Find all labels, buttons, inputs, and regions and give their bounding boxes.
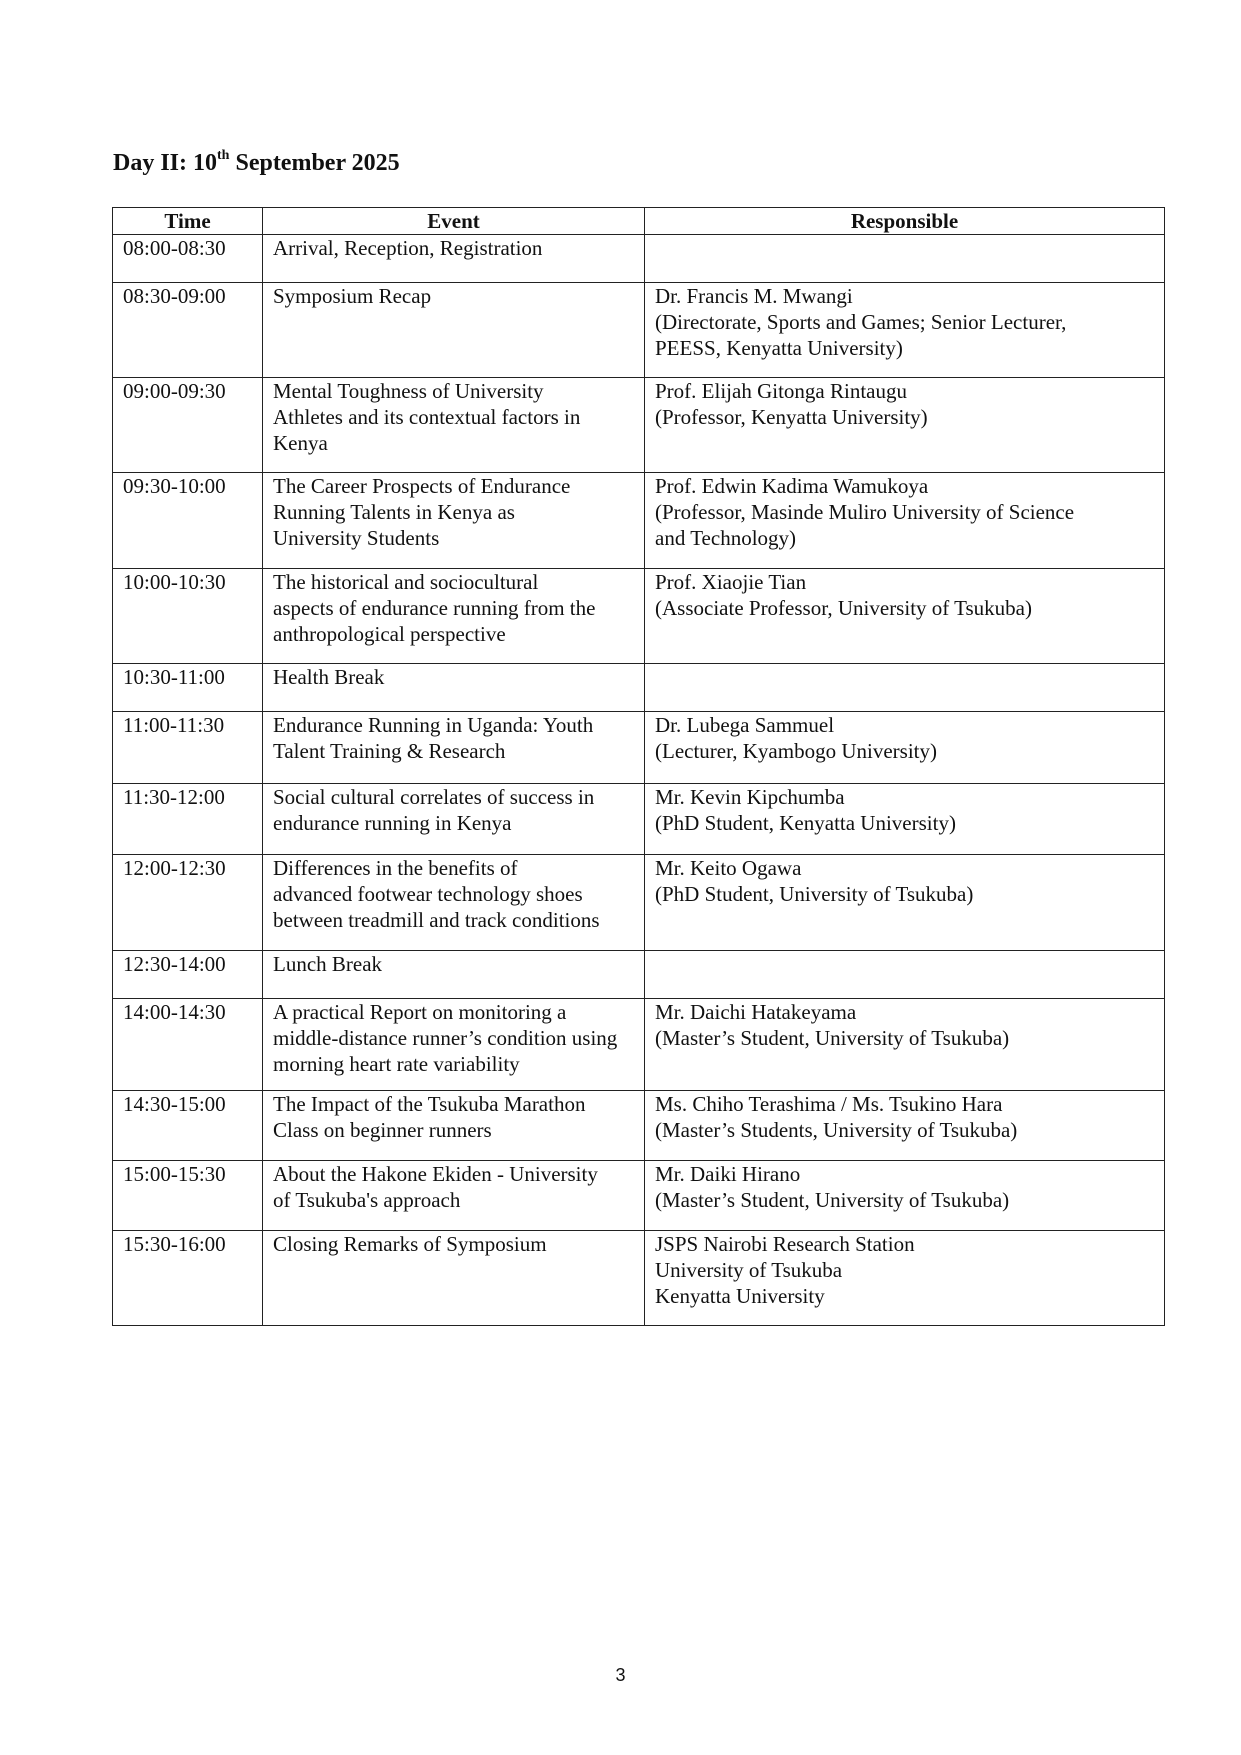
time-text: 15:30-16:00 <box>123 1232 226 1256</box>
time-text: 09:30-10:00 <box>123 474 226 498</box>
event-cell <box>263 378 645 473</box>
event-line: endurance running in Kenya <box>273 811 512 835</box>
time-text: 12:30-14:00 <box>123 952 226 976</box>
event-cell <box>263 1231 645 1326</box>
time-cell <box>113 712 263 784</box>
time-text: 10:00-10:30 <box>123 570 226 594</box>
event-cell <box>263 664 645 712</box>
responsible-cell <box>645 855 1165 951</box>
responsible-line: Mr. Daichi Hatakeyama <box>655 1000 857 1024</box>
event-line: Class on beginner runners <box>273 1118 492 1142</box>
time-cell <box>113 283 263 378</box>
event-line: middle-distance runner’s condition using <box>273 1026 618 1050</box>
event-line: Health Break <box>273 665 385 689</box>
event-line: advanced footwear technology shoes <box>273 882 583 906</box>
header-responsible: Responsible <box>645 208 1165 235</box>
page-heading <box>113 148 400 178</box>
responsible-line: Mr. Daiki Hirano <box>655 1162 801 1186</box>
responsible-line: University of Tsukuba <box>655 1258 843 1282</box>
event-line: Kenya <box>273 431 328 455</box>
time-cell <box>113 1091 263 1161</box>
responsible-line: PEESS, Kenyatta University) <box>655 336 903 360</box>
heading-suffix: September 2025 <box>229 150 400 176</box>
time-text: 11:00-11:30 <box>123 713 225 737</box>
responsible-line: Dr. Lubega Sammuel <box>655 713 835 737</box>
event-line: of Tsukuba's approach <box>273 1188 461 1212</box>
time-text: 10:30-11:00 <box>123 665 225 689</box>
time-text: 12:00-12:30 <box>123 856 226 880</box>
responsible-line: Dr. Francis M. Mwangi <box>655 284 853 308</box>
responsible-cell <box>645 1161 1165 1231</box>
event-line: Symposium Recap <box>273 284 432 308</box>
event-line: About the Hakone Ekiden - University <box>273 1162 598 1186</box>
responsible-line: Mr. Keito Ogawa <box>655 856 802 880</box>
time-cell <box>113 1161 263 1231</box>
event-line: Differences in the benefits of <box>273 856 518 880</box>
schedule-table <box>112 207 1165 1326</box>
responsible-line: (Master’s Students, University of Tsukuba) <box>655 1118 1018 1142</box>
table-header-row <box>113 208 1165 235</box>
responsible-line: (Associate Professor, University of Tsukuba) <box>655 596 1032 620</box>
header-event: Event <box>263 208 645 235</box>
event-line: Mental Toughness of University <box>273 379 544 403</box>
event-cell <box>263 1161 645 1231</box>
responsible-line: (Directorate, Sports and Games; Senior Lecturer, <box>655 310 1067 334</box>
responsible-cell <box>645 1091 1165 1161</box>
responsible-line: (Lecturer, Kyambogo University) <box>655 739 937 763</box>
event-line: anthropological perspective <box>273 622 506 646</box>
time-cell <box>113 473 263 569</box>
header-time: Time <box>113 208 263 235</box>
event-line: The Impact of the Tsukuba Marathon <box>273 1092 586 1116</box>
event-cell <box>263 1091 645 1161</box>
table-row <box>113 784 1165 855</box>
table-row <box>113 712 1165 784</box>
responsible-line: (Master’s Student, University of Tsukuba) <box>655 1188 1010 1212</box>
schedule-body <box>113 235 1165 1326</box>
responsible-line: (Professor, Kenyatta University) <box>655 405 928 429</box>
table-row <box>113 1231 1165 1326</box>
responsible-line: (PhD Student, University of Tsukuba) <box>655 882 974 906</box>
event-line: between treadmill and track conditions <box>273 908 600 932</box>
table-row <box>113 235 1165 283</box>
responsible-line: JSPS Nairobi Research Station <box>655 1232 915 1256</box>
responsible-line: Kenyatta University <box>655 1284 825 1308</box>
event-cell <box>263 712 645 784</box>
responsible-cell <box>645 999 1165 1091</box>
time-cell <box>113 855 263 951</box>
event-line: Social cultural correlates of success in <box>273 785 595 809</box>
time-text: 14:00-14:30 <box>123 1000 226 1024</box>
time-cell <box>113 569 263 664</box>
event-line: The Career Prospects of Endurance <box>273 474 571 498</box>
responsible-cell <box>645 378 1165 473</box>
table-row <box>113 1161 1165 1231</box>
event-line: A practical Report on monitoring a <box>273 1000 567 1024</box>
time-text: 15:00-15:30 <box>123 1162 226 1186</box>
event-line: morning heart rate variability <box>273 1052 520 1076</box>
responsible-cell <box>645 784 1165 855</box>
event-cell <box>263 473 645 569</box>
time-cell <box>113 784 263 855</box>
time-text: 09:00-09:30 <box>123 379 226 403</box>
event-line: Athletes and its contextual factors in <box>273 405 581 429</box>
event-line: Endurance Running in Uganda: Youth <box>273 713 594 737</box>
time-cell <box>113 235 263 283</box>
heading-prefix: Day II: 10 <box>113 150 218 176</box>
table-row <box>113 855 1165 951</box>
event-cell <box>263 855 645 951</box>
time-text: 08:00-08:30 <box>123 236 226 260</box>
responsible-line: Prof. Elijah Gitonga Rintaugu <box>655 379 907 403</box>
table-row <box>113 664 1165 712</box>
event-cell <box>263 784 645 855</box>
event-line: Running Talents in Kenya as <box>273 500 515 524</box>
time-cell <box>113 951 263 999</box>
time-cell <box>113 378 263 473</box>
responsible-cell <box>645 235 1165 283</box>
event-cell <box>263 283 645 378</box>
responsible-cell <box>645 951 1165 999</box>
event-line: Lunch Break <box>273 952 383 976</box>
event-line: aspects of endurance running from the <box>273 596 596 620</box>
event-cell <box>263 999 645 1091</box>
responsible-line: Prof. Edwin Kadima Wamukoya <box>655 474 929 498</box>
responsible-line: Mr. Kevin Kipchumba <box>655 785 845 809</box>
table-row <box>113 951 1165 999</box>
responsible-cell <box>645 1231 1165 1326</box>
responsible-line: (PhD Student, Kenyatta University) <box>655 811 956 835</box>
table-row <box>113 378 1165 473</box>
responsible-line: (Master’s Student, University of Tsukuba) <box>655 1026 1010 1050</box>
event-line: University Students <box>273 526 440 550</box>
responsible-cell <box>645 473 1165 569</box>
event-line: Arrival, Reception, Registration <box>273 236 543 260</box>
time-cell <box>113 664 263 712</box>
time-text: 11:30-12:00 <box>123 785 225 809</box>
table-row <box>113 999 1165 1091</box>
event-line: Talent Training & Research <box>273 739 506 763</box>
event-cell <box>263 951 645 999</box>
responsible-line: (Professor, Masinde Muliro University of Science <box>655 500 1075 524</box>
table-row <box>113 473 1165 569</box>
time-text: 14:30-15:00 <box>123 1092 226 1116</box>
time-cell <box>113 999 263 1091</box>
event-line: The historical and sociocultural <box>273 570 539 594</box>
table-row <box>113 569 1165 664</box>
table-row <box>113 283 1165 378</box>
responsible-cell <box>645 664 1165 712</box>
page-number: 3 <box>615 1665 626 1685</box>
responsible-cell <box>645 712 1165 784</box>
responsible-cell <box>645 283 1165 378</box>
responsible-line: Ms. Chiho Terashima / Ms. Tsukino Hara <box>655 1092 1003 1116</box>
responsible-cell <box>645 569 1165 664</box>
table-row <box>113 1091 1165 1161</box>
event-line: Closing Remarks of Symposium <box>273 1232 547 1256</box>
responsible-line: Prof. Xiaojie Tian <box>655 570 807 594</box>
event-cell <box>263 235 645 283</box>
responsible-line: and Technology) <box>655 526 797 550</box>
time-cell <box>113 1231 263 1326</box>
heading-superscript: th <box>217 148 230 163</box>
time-text: 08:30-09:00 <box>123 284 226 308</box>
event-cell <box>263 569 645 664</box>
